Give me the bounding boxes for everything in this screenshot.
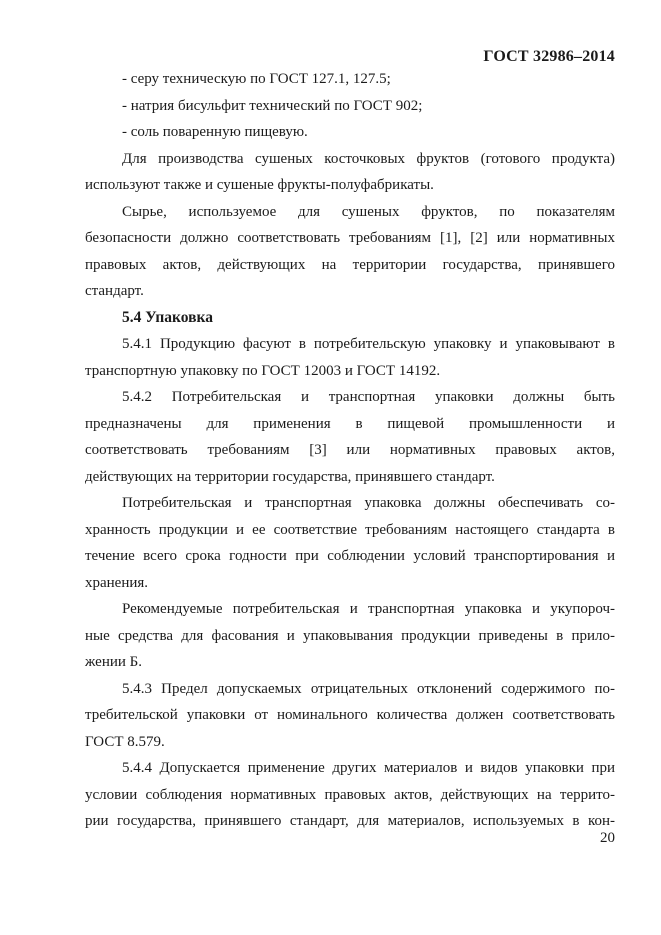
- page-number: 20: [600, 830, 615, 846]
- paragraph-line: хранения.: [85, 574, 149, 591]
- paragraph-line: 5.4.3 Предел допускаемых отрицательных отклонений содержимого по-: [122, 680, 615, 697]
- paragraph-line: рии государства, принявшего стандарт, для материалов, используемых в кон-: [85, 813, 615, 829]
- paragraph-line: течение всего срока годности при соблюдении условий транспортирования и: [85, 548, 615, 564]
- paragraph-line: Сырье, используемое для сушеных фруктов, по показателям: [122, 203, 615, 220]
- paragraph-line: - натрия бисульфит технический по ГОСТ 902;: [122, 97, 423, 114]
- paragraph-line: безопасности должно соответствовать требованиям [1], [2] или нормативных: [85, 230, 615, 246]
- paragraph-line: правовых актов, действующих на территории государства, принявшего: [85, 256, 615, 273]
- paragraph-line: Потребительская и транспортная упаковка должны обеспечивать со-: [122, 495, 615, 511]
- paragraph-line: соответствовать требованиям [3] или нормативных правовых актов,: [85, 442, 615, 458]
- paragraph-line: предназначены для применения в пищевой промышленности и: [85, 415, 615, 432]
- paragraph-line: действующих на территории государства, принявшего стандарт.: [85, 468, 495, 485]
- paragraph-line: стандарт.: [85, 283, 144, 299]
- paragraph-line: Рекомендуемые потребительская и транспортная упаковка и укупороч-: [122, 601, 615, 617]
- paragraph-line: используют также и сушеные фрукты-полуфабрикаты.: [85, 177, 434, 193]
- paragraph-line: ные средства для фасования и упаковывания продукции приведены в прило-: [85, 627, 615, 644]
- paragraph-line: 5.4.2 Потребительская и транспортная упаковки должны быть: [122, 389, 615, 405]
- paragraph-line: жении Б.: [85, 654, 143, 670]
- document-body: [85, 66, 615, 835]
- section-heading-line: 5.4 Упаковка: [122, 308, 213, 326]
- paragraph-line: требительской упаковки от номинального количества должен соответствовать: [85, 707, 615, 723]
- paragraph-line: - соль поваренную пищевую.: [122, 124, 308, 140]
- standard-number-header: ГОСТ 32986–2014: [483, 48, 615, 65]
- paragraph-line: условии соблюдения нормативных правовых актов, действующих на террито-: [85, 786, 615, 803]
- paragraph-line: транспортную упаковку по ГОСТ 12003 и ГОСТ 14192.: [85, 362, 441, 379]
- paragraph-line: 5.4.1 Продукцию фасуют в потребительскую упаковку и упаковывают в: [122, 336, 615, 352]
- paragraph-line: 5.4.4 Допускается применение других материалов и видов упаковки при: [122, 760, 615, 776]
- paragraph-line: Для производства сушеных косточковых фруктов (готового продукта): [122, 150, 615, 167]
- paragraph-line: ГОСТ 8.579.: [85, 733, 165, 750]
- paragraph-line: хранность продукции и ее соответствие требованиям настоящего стандарта в: [85, 521, 615, 538]
- paragraph-line: - серу техническую по ГОСТ 127.1, 127.5;: [122, 71, 391, 87]
